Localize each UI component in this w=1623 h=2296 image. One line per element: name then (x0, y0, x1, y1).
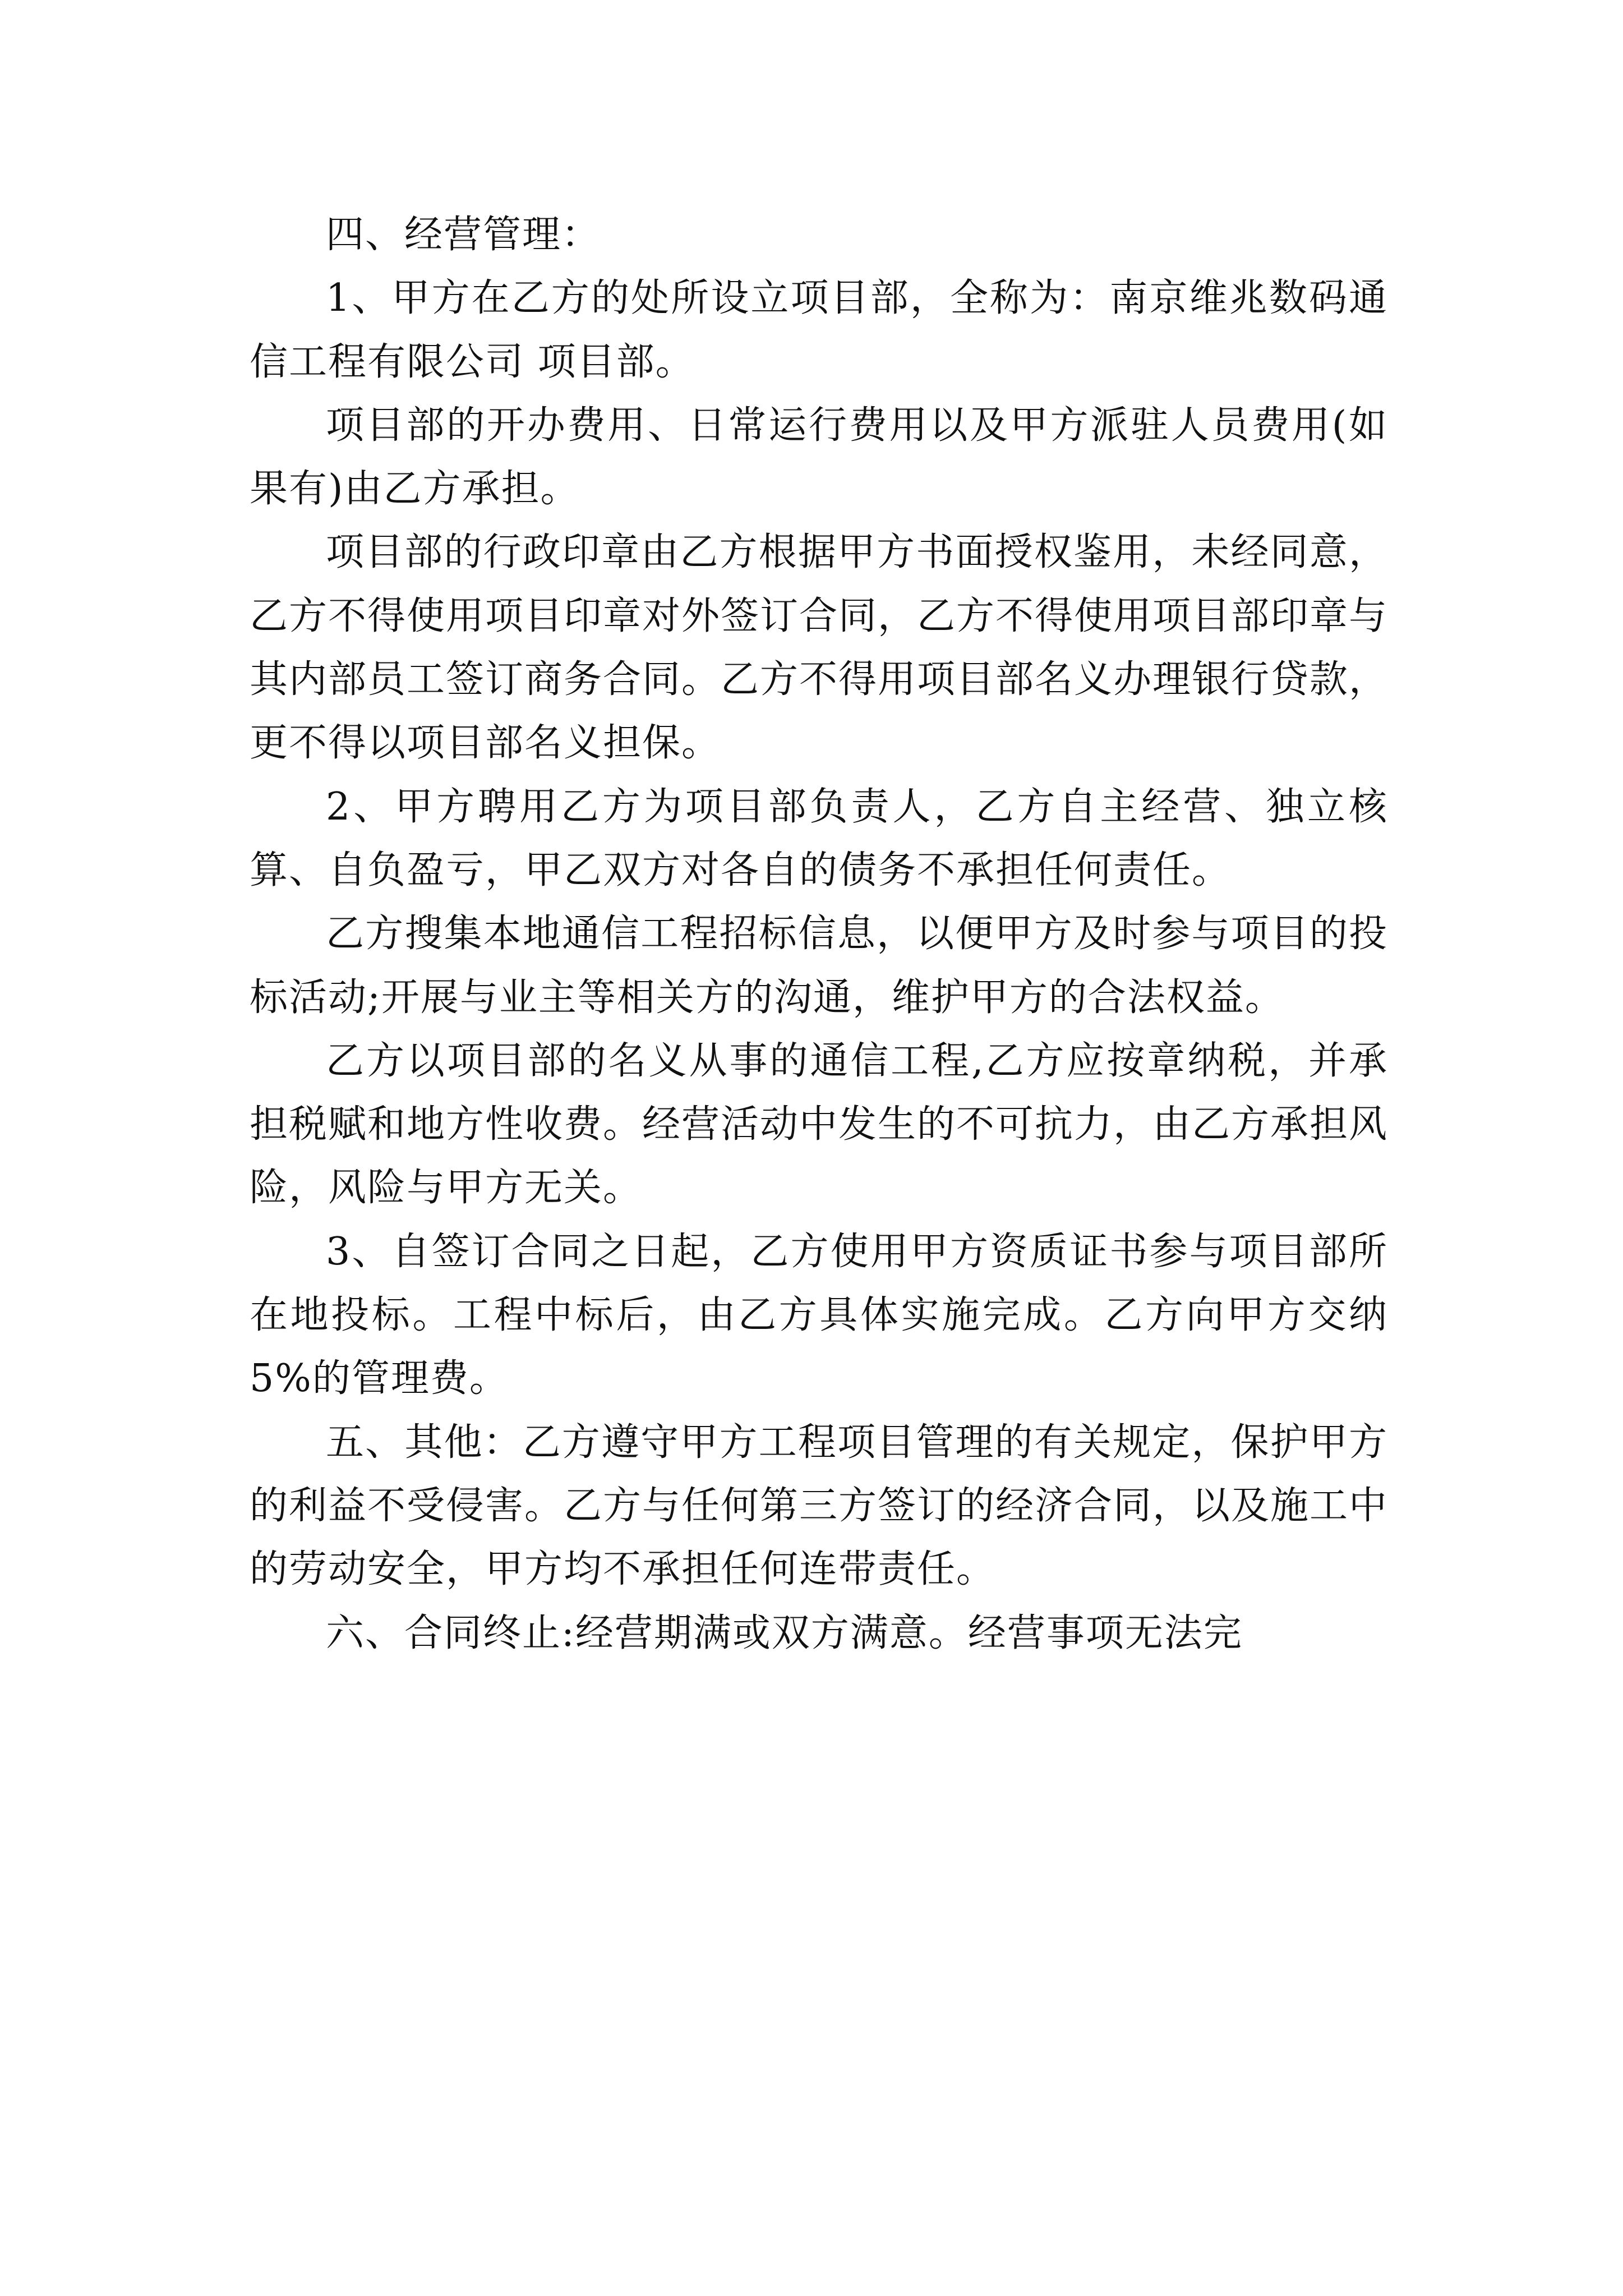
paragraph-bidding-info: 乙方搜集本地通信工程招标信息，以便甲方及时参与项目的投标活动;开展与业主等相关方的沟通，维护甲方的合法权益。 (250, 912, 1388, 1020)
paragraph-seal-usage: 项目部的行政印章由乙方根据甲方书面授权鉴用，未经同意，乙方不得使用项目印章对外签订合同，乙方不得使用项目部印章与其内部员工签订商务合同。乙方不得用项目部名义办理银行贷款，更不得以项目部名义担保。 (250, 530, 1389, 766)
document-body (250, 203, 1388, 1665)
section-heading-operations: 四、经营管理： (326, 213, 601, 257)
paragraph-responsible-person: 2、甲方聘用乙方为项目部负责人，乙方自主经营、独立核算、自负盈亏，甲乙双方对各自的债务不承担任何责任。 (250, 784, 1388, 892)
paragraph-project-costs: 项目部的开办费用、日常运行费用以及甲方派驻人员费用(如果有)由乙方承担。 (250, 403, 1388, 512)
paragraph-project-department-setup: 1、甲方在乙方的处所设立项目部，全称为：南京维兆数码通信工程有限公司 项目部。 (250, 276, 1388, 384)
paragraph-taxes: 乙方以项目部的名义从事的通信工程,乙方应按章纳税，并承担税赋和地方性收费。经营活动中发生的不可抗力，由乙方承担风险，风险与甲方无关。 (250, 1038, 1389, 1211)
paragraph-contract-termination: 六、合同终止:经营期满或双方满意。经营事项无法完 (326, 1611, 1243, 1655)
paragraph-management-fee: 3、自签订合同之日起，乙方使用甲方资质证书参与项目部所在地投标。工程中标后，由乙方具体实施完成。乙方向甲方交纳 5%的管理费。 (250, 1229, 1388, 1401)
paragraph-other-provisions: 五、其他：乙方遵守甲方工程项目管理的有关规定，保护甲方的利益不受侵害。乙方与任何第三方签订的经济合同，以及施工中的劳动安全，甲方均不承担任何连带责任。 (250, 1420, 1389, 1592)
